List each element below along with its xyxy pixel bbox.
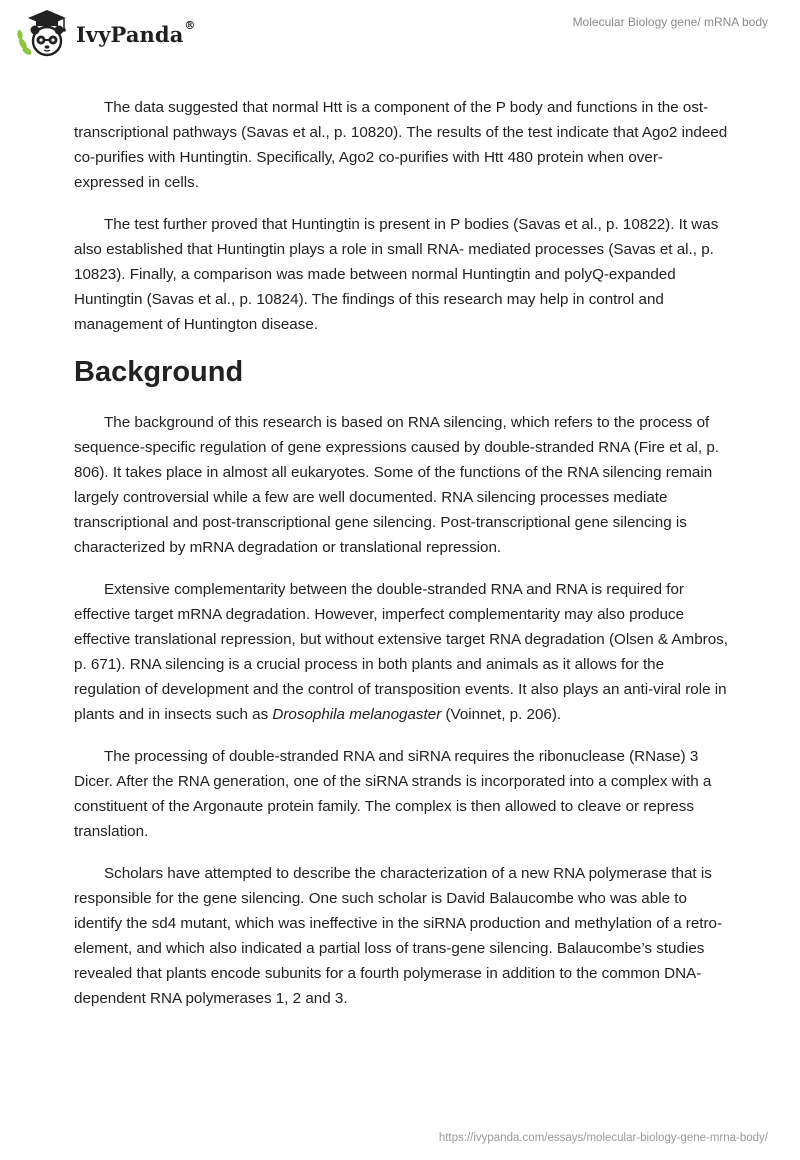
- registered-mark: ®: [184, 18, 196, 32]
- source-url[interactable]: https://ivypanda.com/essays/molecular-biology-gene-mrna-body/: [438, 1132, 768, 1144]
- document-title: Molecular Biology gene/ mRNA body: [572, 15, 768, 29]
- paragraph-4-text-end: (Voinnet, p. 206).: [441, 706, 562, 723]
- species-name: Drosophila melanogaster: [272, 706, 442, 723]
- paragraph-5: The processing of double-stranded RNA and siRNA requires the ribonuclease (RNase) 3 Dicer. After the RNA generation, one of the siRNA strands is incorporated into a complex with a constituent of the Argonaute protein family. The complex is then allowed to cleave or repress translation.: [74, 748, 712, 840]
- paragraph-2: The test further proved that Huntingtin is present in P bodies (Savas et al., p. 10822). It was also established that Huntingtin plays a role in small RNA- mediated processes (Savas et al., p. 10823). Finally, a comparison was made between normal Huntingtin and polyQ-expanded Huntingtin (Savas et al., p. 10824). The findings of this research may help in control and management of Huntington disease.: [74, 216, 719, 333]
- section-heading-background: Background: [74, 356, 244, 388]
- paragraph-4-text-start: Extensive complementarity between the double-stranded RNA and RNA is required for effective target mRNA degradation. However, imperfect complementarity may also produce effective translational repression, but without extensive target RNA degradation (Olsen & Ambros, p. 671). RNA silencing is a crucial process in both plants and animals as it allows for the regulation of development and the control of transposition events. It also plays an anti-viral role in plants and in insects such as: [74, 581, 728, 723]
- logo-wordmark: [76, 18, 196, 47]
- paragraph-1: The data suggested that normal Htt is a component of the P body and functions in the ost-transcriptional pathways (Savas et al., p. 10820). The results of the test indicate that Ago2 indeed co-purifies with Huntingtin. Specifically, Ago2 co-purifies with Htt 480 protein when over-expressed in cells.: [74, 99, 728, 191]
- paragraph-4: [74, 577, 730, 727]
- page-header: [0, 0, 800, 66]
- logo-name: IvyPanda: [76, 21, 184, 47]
- paragraph-3: The background of this research is based on RNA silencing, which refers to the process of sequence-specific regulation of gene expressions caused by double-stranded RNA (Fire et al, p. 806). It takes place in almost all eukaryotes. Some of the functions of the RNA silencing remain largely controversial while a few are well documented. RNA silencing processes mediate transcriptional and post-transcriptional gene silencing. Post-transcriptional gene silencing is characterized by mRNA degradation or translational repression.: [74, 414, 719, 556]
- essay-content: [74, 95, 730, 1028]
- paragraph-6: Scholars have attempted to describe the characterization of a new RNA polymerase that is responsible for the gene silencing. One such scholar is David Balaucombe who was able to identify the sd4 mutant, which was ineffective in the siRNA production and methylation of a retro-element, and which also indicated a partial loss of trans-gene silencing. Balaucombe’s studies revealed that plants encode subunits for a fourth polymerase in addition to the common DNA-dependent RNA polymerases 1, 2 and 3.: [74, 865, 723, 1007]
- panda-graduate-icon: [14, 8, 72, 58]
- ivypanda-logo[interactable]: [14, 8, 196, 58]
